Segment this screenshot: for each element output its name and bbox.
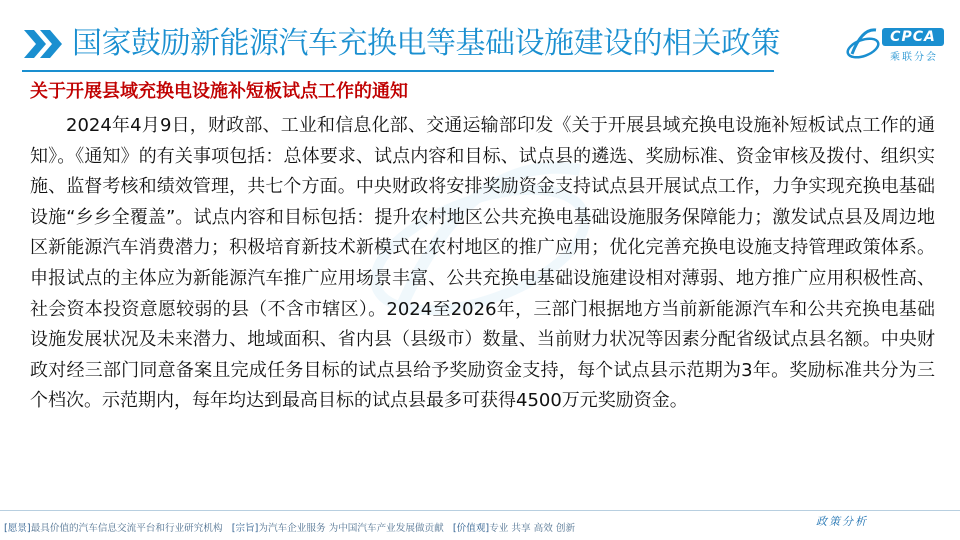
page-title: 国家鼓励新能源汽车充换电等基础设施建设的相关政策	[72, 26, 780, 61]
logo-wordmark: CPCA	[882, 28, 944, 46]
cpca-logo	[846, 22, 946, 68]
values-text: 专业 共享 高效 创新	[489, 523, 576, 534]
mission-text: 为汽车企业服务 为中国汽车产业发展做贡献	[258, 523, 444, 534]
footer-divider	[0, 510, 960, 511]
logo-cn-text: 乘联分会	[890, 52, 938, 63]
swoosh-icon	[846, 24, 880, 64]
title-underline	[22, 70, 774, 72]
footer-mottos	[4, 523, 575, 535]
doc-body: 2024年4月9日，财政部、工业和信息化部、交通运输部印发《关于开展县域充换电设施补短板试点工作的通知》。《通知》的有关事项包括：总体要求、试点内容和目标、试点县的遴选、奖励标准、资金审核及拨付、组织实施、监督考核和绩效管理，共七个方面。中央财政将安排奖励资金支持试点县开展试点工作，力争实现充换电基础设施“乡乡全覆盖”。试点内容和目标包括：提升农村地区公共充换电基础设施服务保障能力；激发试点县及周边地区新能源汽车消费潜力；积极培育新技术新模式在农村地区的推广应用；优化完善充换电设施支持管理政策体系。申报试点的主体应为新能源汽车推广应用场景丰富、公共充换电基础设施建设相对薄弱、地方推广应用积极性高、社会资本投资意愿较弱的县（不含市辖区）。2024至2026年，三部门根据地方当前新能源汽车和公共充换电基础设施发展状况及未来潜力、地域面积、省内县（县级市）数量、当前财力状况等因素分配省级试点县名额。中央财政对经三部门同意备案且完成任务目标的试点县给予奖励资金支持，每个试点县示范期为3年。奖励标准共分为三个档次。示范期内，每年均达到最高目标的试点县最多可获得4500万元奖励资金。	[30, 115, 935, 412]
vision-text: 最具价值的汽车信息交流平台和行业研究机构	[30, 523, 223, 534]
doc-heading: 关于开展县域充换电设施补短板试点工作的通知	[30, 81, 408, 102]
section-tag: 政策分析	[816, 515, 868, 528]
mission-label: [宗旨]	[231, 523, 259, 534]
vision-label: [愿景]	[4, 523, 31, 534]
values-label: [价值观]	[452, 523, 490, 534]
double-chevron-icon	[22, 30, 66, 58]
